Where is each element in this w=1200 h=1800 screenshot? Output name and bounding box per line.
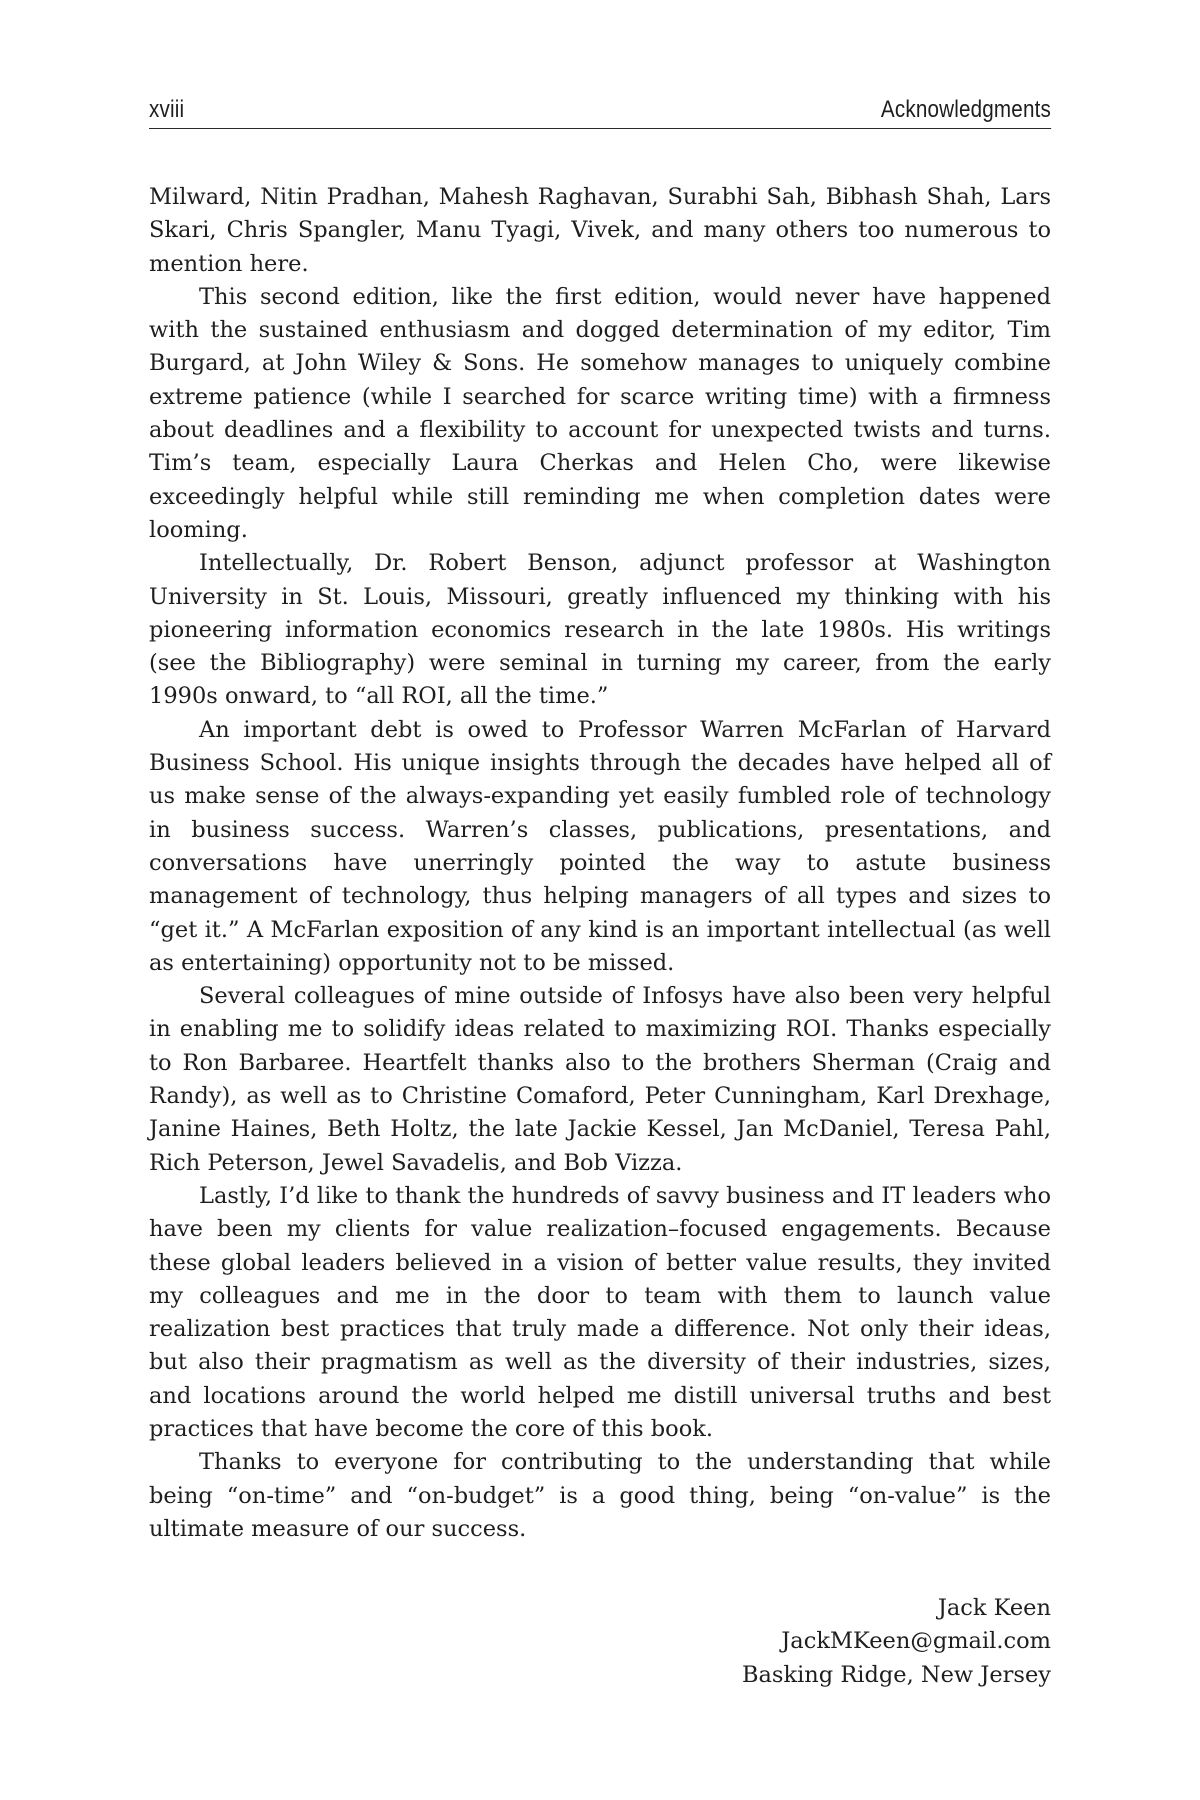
book-page: [149, 98, 1051, 1692]
paragraph-continuation: Milward, Nitin Pradhan, Mahesh Raghavan, Surabhi Sah, Bibhash Shah, Lars Skari, Chris Spangler, Manu Tyagi, Vivek, and many others too numerous to mention here.: [149, 184, 1051, 277]
author-email: JackMKeen@gmail.com: [781, 1628, 1051, 1655]
paragraph-clients: Lastly, I’d like to thank the hundreds of savvy business and IT leaders who have been my clients for value realization–focused engagements. Because these global leaders believed in a vision of better value results, they invited my colleagues and me in the door to team with them to launch value realization best practices that truly made a difference. Not only their ideas, but also their pragmatism as well as the diversity of their industries, sizes, and locations around the world helped me distill universal truths and best practices that have become the core of this book.: [149, 1182, 1051, 1442]
body-text: [149, 181, 1051, 1546]
author-location: Basking Ridge, New Jersey: [741, 1661, 1051, 1688]
section-title: Acknowledgments: [880, 96, 1051, 123]
paragraph-benson: Intellectually, Dr. Robert Benson, adjunct professor at Washington University in St. Louis, Missouri, greatly influenced my thinking with his pioneering information economics research in the late 1980s. His writings (see the Bibliography) were seminal in turning my career, from the early 1990s onward, to “all ROI, all the time.”: [149, 550, 1051, 710]
paragraph-colleagues: Several colleagues of mine outside of Infosys have also been very helpful in enabling me to solidify ideas related to maximizing ROI. Thanks especially to Ron Barbaree. Heartfelt thanks also to the brothers Sherman (Craig and Randy), as well as to Christine Comaford, Peter Cunningham, Karl Drexhage, Janine Haines, Beth Holtz, the late Jackie Kessel, Jan McDaniel, Teresa Pahl, Rich Peterson, Jewel Savadelis, and Bob Vizza.: [149, 983, 1051, 1176]
paragraph-closing: Thanks to everyone for contributing to the understanding that while being “on-time” and “on-budget” is a good thing, being “on-value” is the ultimate measure of our success.: [149, 1449, 1051, 1542]
author-name: Jack Keen: [937, 1595, 1051, 1622]
running-head: [149, 98, 1051, 129]
paragraph-mcfarlan: An important debt is owed to Professor Warren McFarlan of Harvard Business School. His unique insights through the decades have helped all of us make sense of the always-expanding yet easily fumbled role of technology in business success. Warren’s classes, publications, presentations, and conversations have unerringly pointed the way to astute business management of technology, thus helping managers of all types and sizes to “get it.” A McFarlan exposition of any kind is an important intellectual (as well as entertaining) opportunity not to be missed.: [149, 716, 1051, 976]
signature-block: [149, 1592, 1051, 1692]
page-number: xviii: [149, 96, 185, 123]
paragraph-editor-thanks: This second edition, like the first edition, would never have happened with the sustained enthusiasm and dogged determination of my editor, Tim Burgard, at John Wiley & Sons. He somehow manages to uniquely combine extreme patience (while I searched for scarce writing time) with a firmness about deadlines and a flexibility to account for unexpected twists and turns. Tim’s team, especially Laura Cherkas and Helen Cho, were likewise exceedingly helpful while still reminding me when completion dates were looming.: [149, 283, 1051, 543]
